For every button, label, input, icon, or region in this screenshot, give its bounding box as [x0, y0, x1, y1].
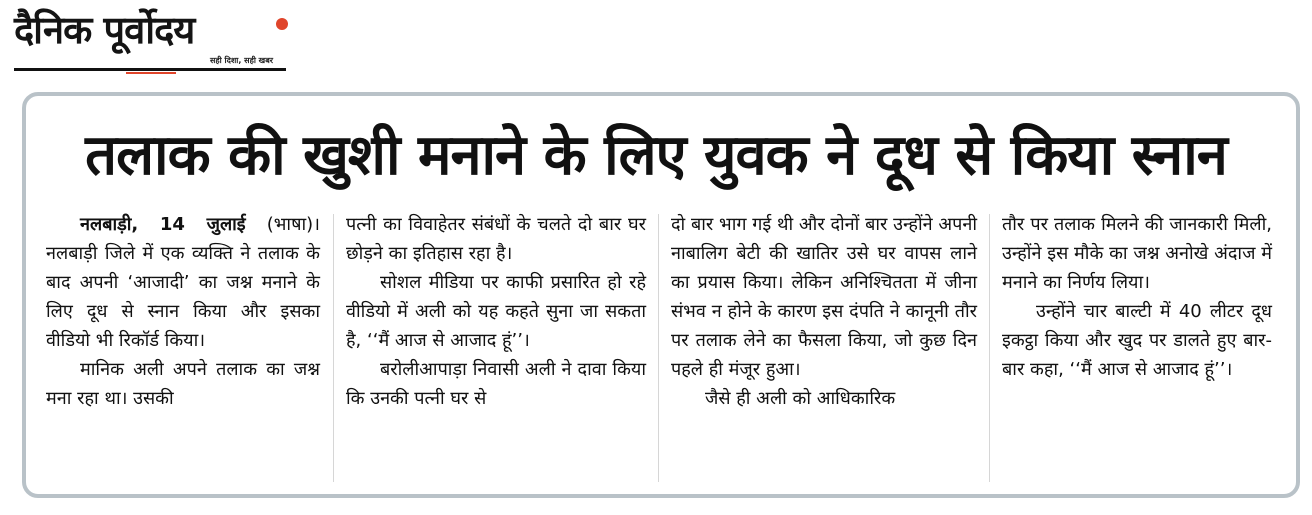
article-paragraph: दो बार भाग गई थी और दोनों बार उन्होंने अपनी नाबालिग बेटी की खातिर उसे घर वापस लाने का प्रयास किया। लेकिन अनिश्चितता में जीना संभव न होने के कारण इस दंपति ने कानूनी तौर पर तलाक लेने का फैसला किया, जो कुछ दिन पहले ही मंजूर हुआ।	[671, 214, 977, 380]
article-paragraph: उन्होंने चार बाल्टी में 40 लीटर दूध इकट्ठा किया और खुद पर डालते हुए बार-बार कहा, ‘‘मैं आज से आजाद हूं’’।	[1002, 301, 1272, 380]
column-divider	[333, 214, 334, 482]
masthead-tagline: सही दिशा, सही खबर	[210, 56, 274, 65]
column-divider	[658, 214, 659, 482]
masthead-rule	[14, 68, 286, 71]
article-paragraph	[46, 210, 320, 355]
dateline: नलबाड़ी, 14 जुलाई	[80, 214, 246, 235]
paragraph-text: (भाषा)। नलबाड़ी जिले में एक व्यक्ति ने तलाक के बाद अपनी ‘आजादी’ का जश्न मनाने के लिए दूध से स्नान किया और इसका वीडियो भी रिकॉर्ड किया।	[46, 214, 320, 351]
article-paragraph: जैसे ही अली को आधिकारिक	[705, 388, 896, 409]
article-paragraph: पत्नी का विवाहेतर संबंधों के चलते दो बार घर छोड़ने का इतिहास रहा है।	[346, 214, 646, 264]
masthead-logo: दैनिक पूर्वोदय	[14, 8, 195, 52]
article-headline: तलाक की खुशी मनाने के लिए युवक ने दूध से किया स्नान	[85, 123, 1227, 188]
masthead	[14, 6, 286, 72]
article-paragraph: बरोलीआपाड़ा निवासी अली ने दावा किया कि उनकी पत्नी घर से	[346, 359, 646, 409]
article-column-4	[1002, 210, 1272, 384]
article-column-3	[671, 210, 977, 413]
article-column-1	[46, 210, 320, 413]
article-paragraph: मानिक अली अपने तलाक का जश्न मना रहा था। उसकी	[46, 359, 320, 409]
article-paragraph: सोशल मीडिया पर काफी प्रसारित हो रहे वीडियो में अली को यह कहते सुना जा सकता है, ‘‘मैं आज से आजाद हूं’’।	[346, 272, 646, 351]
masthead-accent-line	[126, 72, 176, 74]
logo-dot-icon	[276, 18, 288, 30]
article-paragraph: तौर पर तलाक मिलने की जानकारी मिली, उन्होंने इस मौके का जश्न अनोखे अंदाज में मनाने का निर्णय लिया।	[1002, 214, 1272, 293]
column-divider	[989, 214, 990, 482]
article-column-2	[346, 210, 646, 413]
